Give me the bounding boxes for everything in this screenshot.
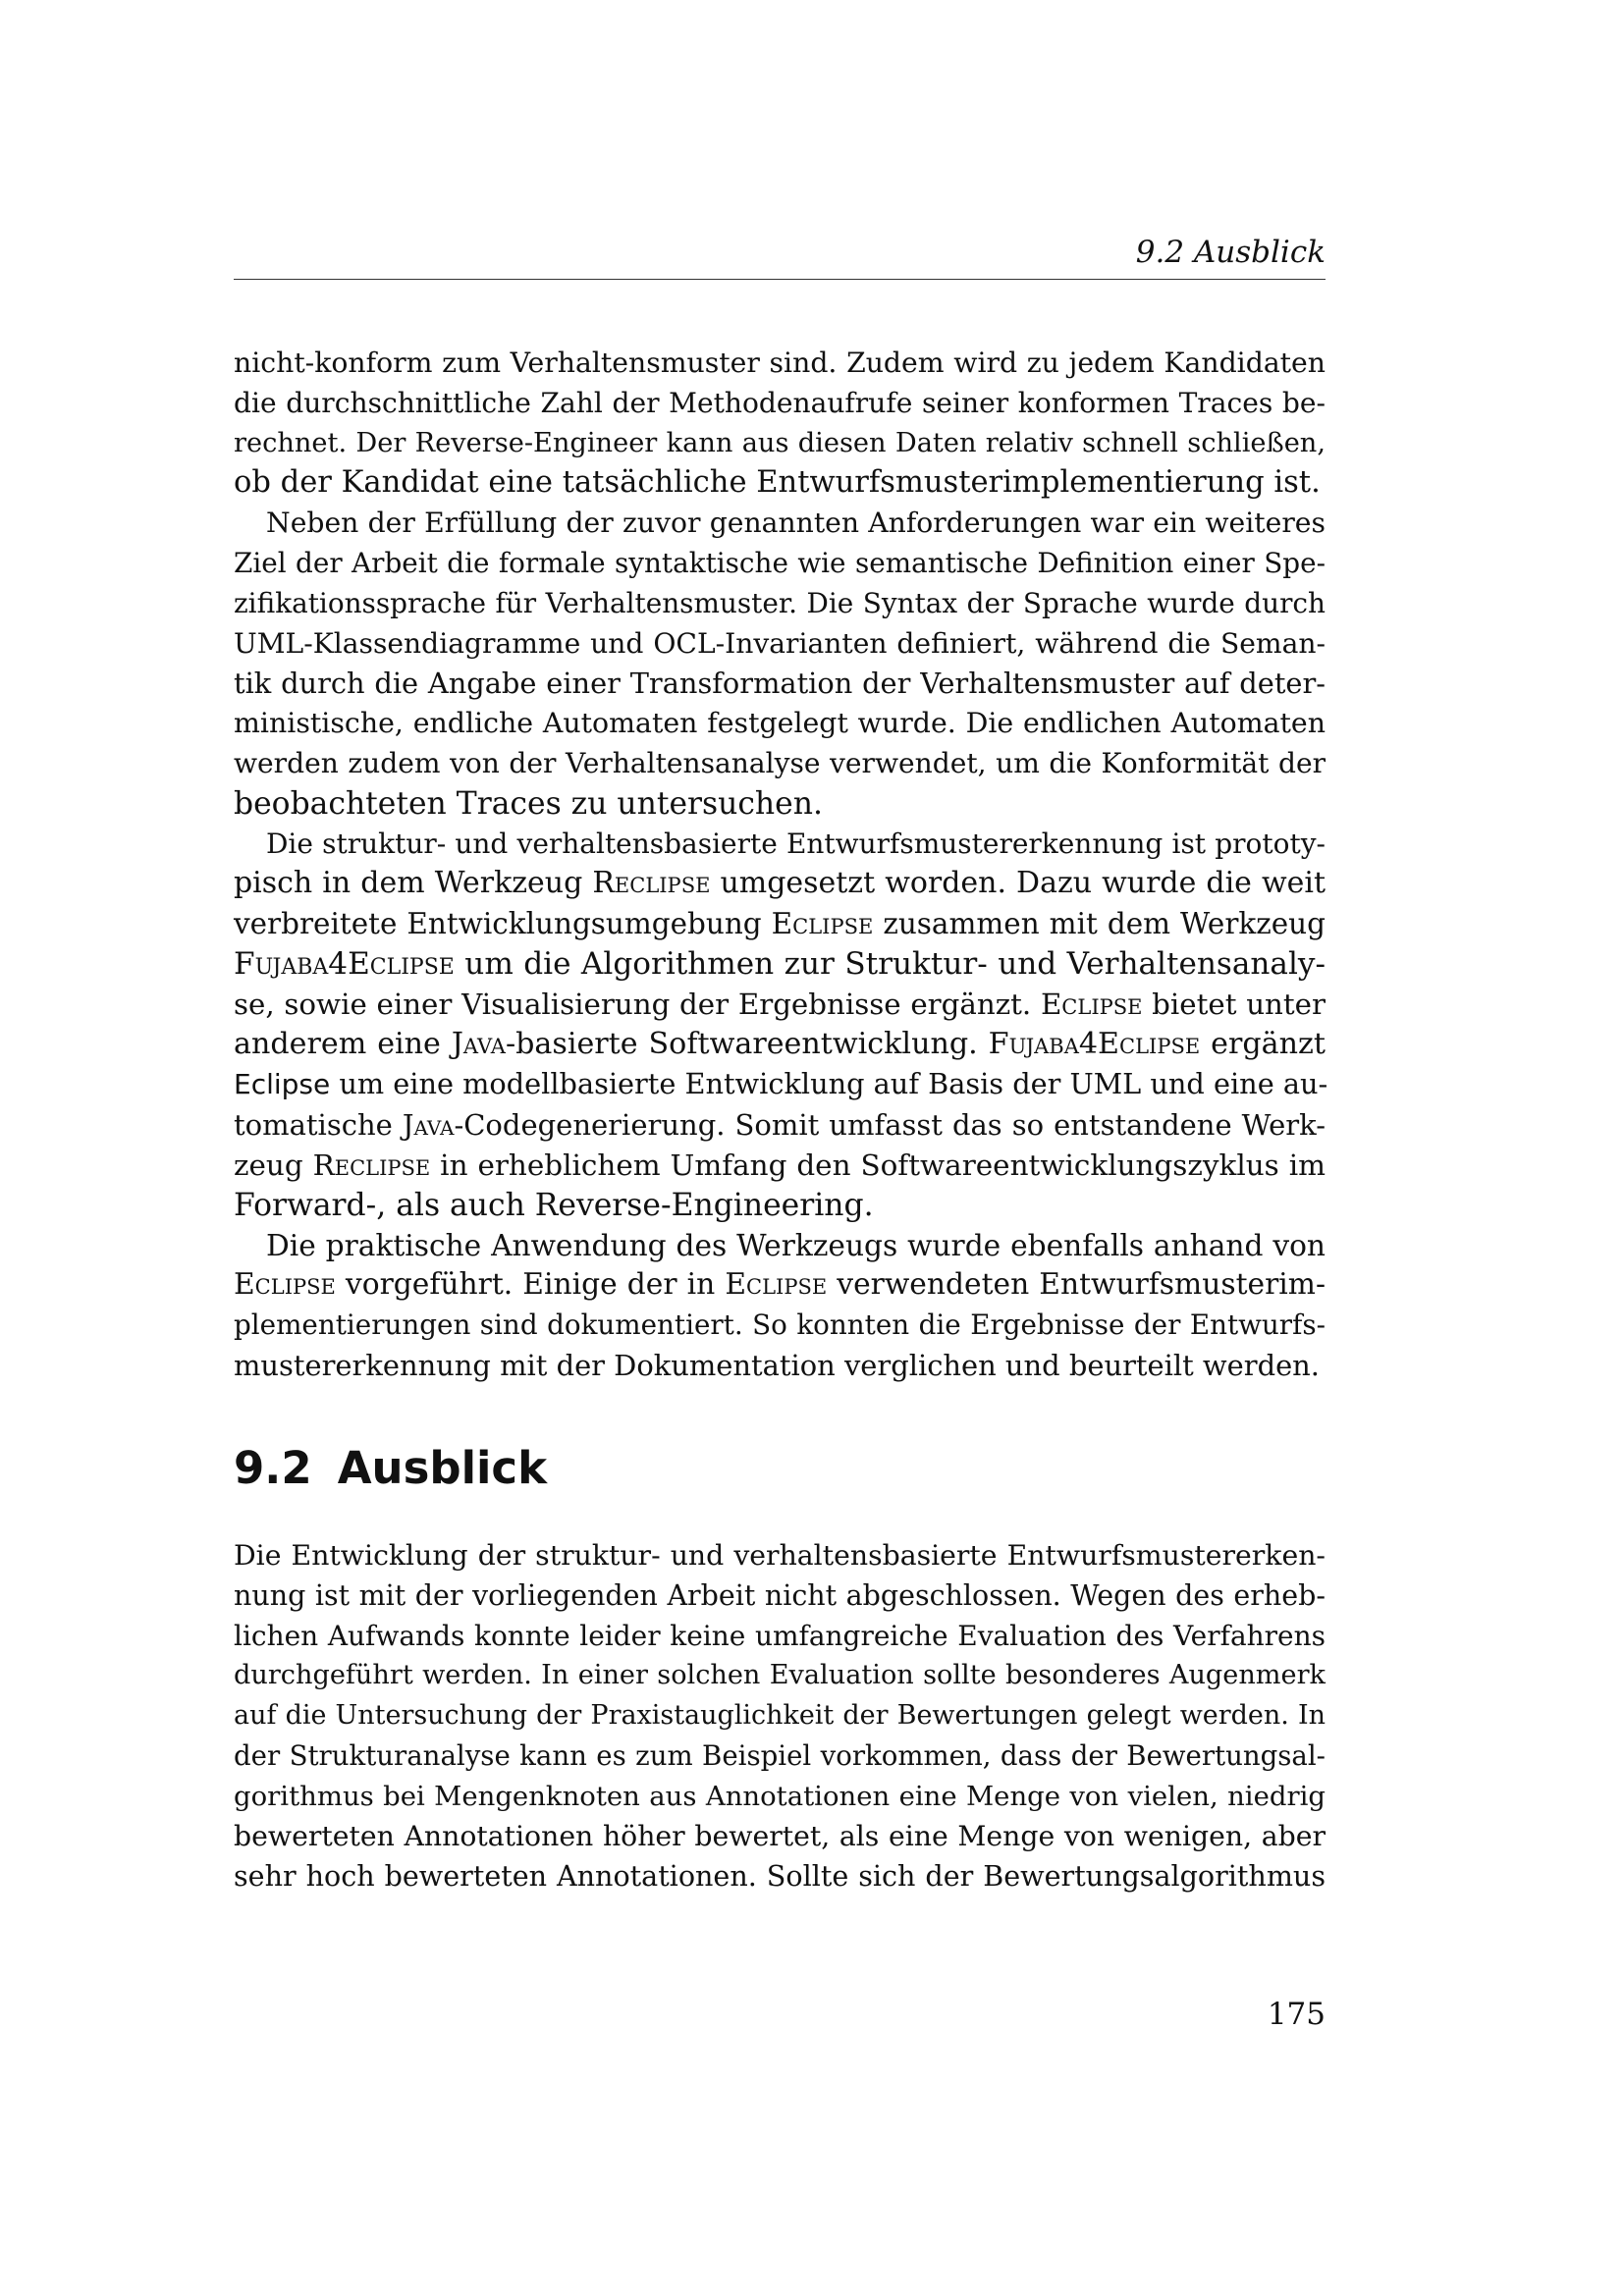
tool-name-eclipse: Eclipse [234, 1267, 336, 1303]
text-line: mustererkennung mit der Dokumentation verglichen und beurteilt werden. [234, 1348, 1320, 1382]
page-number: 175 [1267, 1997, 1326, 2032]
tool-name-eclipse: Eclipse [725, 1267, 828, 1303]
text-line: Fujaba4Eclipse um die Algorithmen zur Struktur- und Verhaltensanaly- [234, 945, 1326, 982]
text-line: bewerteten Annotationen höher bewertet, als eine Menge von wenigen, aber [234, 1819, 1326, 1852]
text-line: se, sowie einer Visualisierung der Ergebnisse ergänzt. Eclipse bietet unter [234, 987, 1326, 1021]
text-line: beobachteten Traces zu untersuchen. [234, 785, 823, 822]
text-line: anderem eine Java-basierte Softwareentwicklung. Fujaba4Eclipse ergänzt [234, 1026, 1326, 1061]
text-line: UML-Klassendiagramme und OCL-Invarianten definiert, während die Seman- [234, 626, 1326, 660]
tool-name-java: Java [402, 1108, 455, 1143]
text-line: sehr hoch bewerteten Annotationen. Sollte sich der Bewertungsalgorithmus [234, 1859, 1326, 1894]
body-text-bottom [234, 1536, 1326, 1896]
text-line: Neben der Erfüllung der zuvor genannten Anforderungen war ein weiteres [266, 507, 1326, 540]
text-line: ob der Kandidat eine tatsächliche Entwurfsmusterimplementierung ist. [234, 465, 1321, 501]
text-line: Forward-, als auch Reverse-Engineering. [234, 1187, 874, 1223]
text-line: die durchschnittliche Zahl der Methodenaufrufe seiner konformen Traces be- [234, 386, 1326, 419]
text-line: ministische, endliche Automaten festgelegt wurde. Die endlichen Automaten [234, 707, 1326, 740]
text-line: nung ist mit der vorliegenden Arbeit nicht abgeschlossen. Wegen des erheb- [234, 1578, 1326, 1612]
tool-name-eclipse: Eclipse [1040, 987, 1143, 1021]
body-text-top [234, 344, 1326, 1386]
section-heading [234, 1443, 547, 1494]
paragraph [234, 504, 1326, 824]
text-line: tik durch die Angabe einer Transformation der Verhaltensmuster auf deter- [234, 667, 1326, 701]
paragraphs-top [234, 344, 1326, 825]
text-line: werden zudem von der Verhaltensanalyse verwendet, um die Konformität der [234, 746, 1326, 779]
tool-name-reclipse: Reclipse [312, 1148, 431, 1182]
paragraph-application [234, 1226, 1326, 1386]
text-line: Die praktische Anwendung des Werkzeugs wurde ebenfalls anhand von [266, 1227, 1326, 1262]
text-line: lichen Aufwands konnte leider keine umfangreiche Evaluation des Verfahrens [234, 1619, 1326, 1652]
text-line: zeug Reclipse in erheblichem Umfang den Softwareentwicklungszyklus im [234, 1148, 1326, 1182]
tool-name-fujaba4eclipse: Fujaba4Eclipse [234, 945, 455, 982]
text-line: der Strukturanalyse kann es zum Beispiel vorkommen, dass der Bewertungsal- [234, 1738, 1326, 1772]
text-line: rechnet. Der Reverse-Engineer kann aus diesen Daten relativ schnell schließen, [234, 427, 1326, 458]
text-line: Ziel der Arbeit die formale syntaktische wie semantische Definition einer Spe- [234, 546, 1326, 579]
text-line: Die Entwicklung der struktur- und verhaltensbasierte Entwurfsmustererken- [234, 1539, 1326, 1572]
paragraph [234, 344, 1326, 504]
running-head: 9.2 Ausblick [1135, 235, 1326, 270]
section-title: Ausblick [337, 1442, 548, 1494]
text-line: Die struktur- und verhaltensbasierte Entwurfsmustererkennung ist prototy- [266, 827, 1326, 860]
text-line: gorithmus bei Mengenknoten aus Annotationen eine Menge von vielen, niedrig [234, 1780, 1326, 1812]
text-line: zifikationssprache für Verhaltensmuster. Die Syntax der Sprache wurde durch [234, 586, 1326, 619]
text-line: nicht-konform zum Verhaltensmuster sind. Zudem wird zu jedem Kandidaten [234, 347, 1326, 379]
section-number: 9.2 [234, 1442, 312, 1494]
text-line: Eclipse vorgeführt. Einige der in Eclipse verwendeten Entwurfsmusterim- [234, 1267, 1326, 1303]
text-line: auf die Untersuchung der Praxistauglichkeit der Bewertungen gelegt werden. In [234, 1700, 1326, 1732]
page-header [234, 234, 1326, 280]
paragraph-tools [234, 825, 1326, 1226]
tool-name-eclipse-sans: Eclipse [234, 1068, 331, 1101]
tool-name-fujaba4eclipse: Fujaba4Eclipse [988, 1026, 1201, 1061]
tool-name-reclipse: Reclipse [592, 866, 711, 901]
text-line: tomatische Java-Codegenerierung. Somit umfasst das so entstandene Werk- [234, 1108, 1326, 1143]
text-line: plementierungen sind dokumentiert. So konnten die Ergebnisse der Entwurfs- [234, 1308, 1326, 1342]
tool-name-eclipse: Eclipse [771, 907, 874, 941]
tool-name-java: Java [451, 1026, 506, 1061]
text-line: verbreitete Entwicklungsumgebung Eclipse zusammen mit dem Werkzeug [234, 907, 1326, 941]
text-line: Eclipse um eine modellbasierte Entwicklung auf Basis der UML und eine au- [234, 1067, 1328, 1101]
text-line: pisch in dem Werkzeug Reclipse umgesetzt worden. Dazu wurde die weit [234, 866, 1326, 901]
paragraph [234, 1536, 1326, 1896]
text-line: durchgeführt werden. In einer solchen Evaluation sollte besonderes Augenmerk [234, 1660, 1326, 1691]
